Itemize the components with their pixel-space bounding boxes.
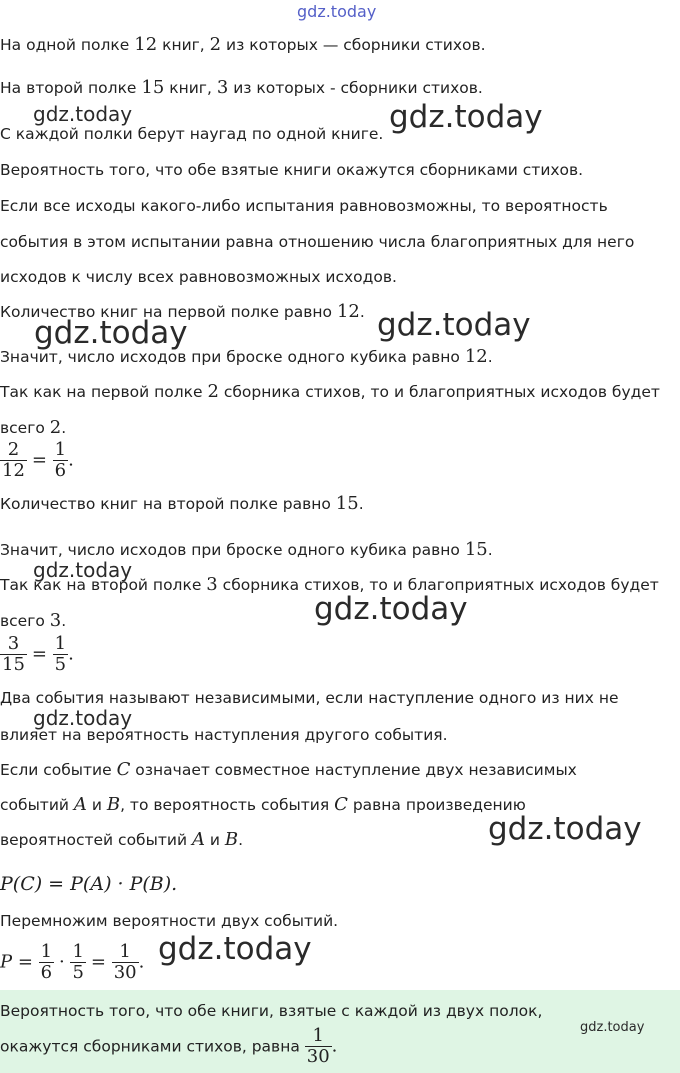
text: сборника стихов, то и благоприятных исходов будет [217,576,659,594]
text: Так как на второй полке [0,576,207,594]
text: сборника стихов, то и благоприятных исходов будет [218,383,660,401]
fraction: $\frac{1}{5}$ [72,941,84,983]
answer-line-2: окажутся сборниками стихов, равна $\frac{1}{30}$ . [0,1025,338,1067]
probability-formula: P(C) = P(A) · P(B). [0,873,178,895]
text: книг, [157,36,210,54]
math-var: B [224,829,239,850]
text: из которых — сборники стихов. [221,36,486,54]
text-line: С каждой полки берут наугад по одной книге. [0,125,384,143]
math-var: C [334,794,348,815]
watermark: gdz.today [389,99,543,135]
math-number: 12 [464,346,488,367]
fraction: $\frac{1}{30}$ [113,941,137,983]
text: На второй полке [0,79,142,97]
fraction-equation-2: $\frac{3}{15}$ = $\frac{1}{5}$ . [2,633,74,675]
fraction-equation-1: $\frac{2}{12}$ = $\frac{1}{6}$ . [2,439,74,481]
text-line: Количество книг на второй полке равно 15. [0,493,364,514]
text: На одной полке [0,36,135,54]
text-line: Значит, число исходов при броске одного кубика равно 12. [0,346,493,367]
math-var: C [116,759,131,780]
math-number: 15 [464,539,488,560]
text-line: Количество книг на первой полке равно 12. [0,301,365,322]
text: Значит, число исходов при броске одного кубика равно [0,348,465,366]
text: окажутся сборниками стихов, равна [0,1037,305,1056]
math-number: 15 [141,77,165,98]
text-line: влияет на вероятность наступления другого события. [0,726,448,744]
text: Количество книг на первой полке равно [0,303,337,321]
text: Так как на первой полке [0,383,208,401]
text: книг, [164,79,217,97]
math-var: B [106,794,121,815]
watermark: gdz.today [314,591,468,627]
fraction-equation-3: P = $\frac{1}{6}$ · $\frac{1}{5}$ = $\frac{1}{30}$ . [0,941,145,983]
text-line: всего 2. [0,417,67,438]
text: , то вероятность события [120,796,335,814]
math-number: 2 [49,417,62,438]
text-line [0,795,526,815]
watermark: gdz.today [488,811,642,847]
watermark: gdz.today [158,931,312,967]
text-line [0,760,577,780]
text: означает совместное наступление двух независимых [130,761,577,779]
text-line: вероятностей событий A и B. [0,829,244,850]
watermark: gdz.today [377,307,531,343]
text-line [0,78,483,98]
text-line: Два события называют независимыми, если наступление одного из них не [0,689,619,707]
fraction: $\frac{1}{5}$ [54,633,67,675]
text: Количество книг на второй полке равно [0,495,336,513]
fraction: $\frac{1}{30}$ [306,1025,330,1067]
answer-line-1: Вероятность того, что обе книги, взятые с каждой из двух полок, [0,1002,543,1020]
fraction: $\frac{1}{6}$ [54,439,67,481]
watermark: gdz.today [33,706,133,730]
text-line: Вероятность того, что обе взятые книги окажутся сборниками стихов. [0,161,584,179]
math-var: A [73,794,87,815]
text: и [204,831,225,849]
text-line: исходов к числу всех равновозможных исходов. [0,268,397,286]
watermark: gdz.today [33,558,133,582]
math-number: 2 [209,34,222,55]
text-line: всего 3. [0,610,67,631]
text-line [0,35,486,55]
math-number: 3 [216,77,229,98]
watermark: gdz.today [34,315,188,351]
fraction: $\frac{3}{15}$ [2,633,25,675]
text: вероятностей событий [0,831,192,849]
text: Значит, число исходов при броске одного кубика равно [0,541,465,559]
text-line [0,382,660,402]
text: всего [0,419,50,437]
watermark: gdz.today [580,1020,645,1035]
math-number: 3 [206,574,218,595]
text-line: Если все исходы какого-либо испытания равновозможны, то вероятность [0,197,608,215]
text: Если событие [0,761,117,779]
text: из которых - сборники стихов. [228,79,483,97]
text-line: события в этом испытании равна отношению числа благоприятных для него [0,233,635,251]
math-var: A [191,829,205,850]
text: равна произведению [347,796,526,814]
watermark: gdz.today [33,102,133,126]
math-number: 15 [335,493,359,514]
math-number: 3 [49,610,62,631]
watermark-top: gdz.today [297,2,377,21]
text: всего [0,612,50,630]
math-var: P = [0,951,39,973]
math-number: 12 [134,34,158,55]
fraction: $\frac{1}{6}$ [40,941,53,983]
math-number: 2 [207,381,219,402]
math-number: 12 [336,301,360,322]
text: событий [0,796,74,814]
fraction: $\frac{2}{12}$ [2,439,25,481]
text: и [86,796,107,814]
text-line: Значит, число исходов при броске одного кубика равно 15. [0,539,493,560]
text-line: Перемножим вероятности двух событий. [0,912,339,930]
